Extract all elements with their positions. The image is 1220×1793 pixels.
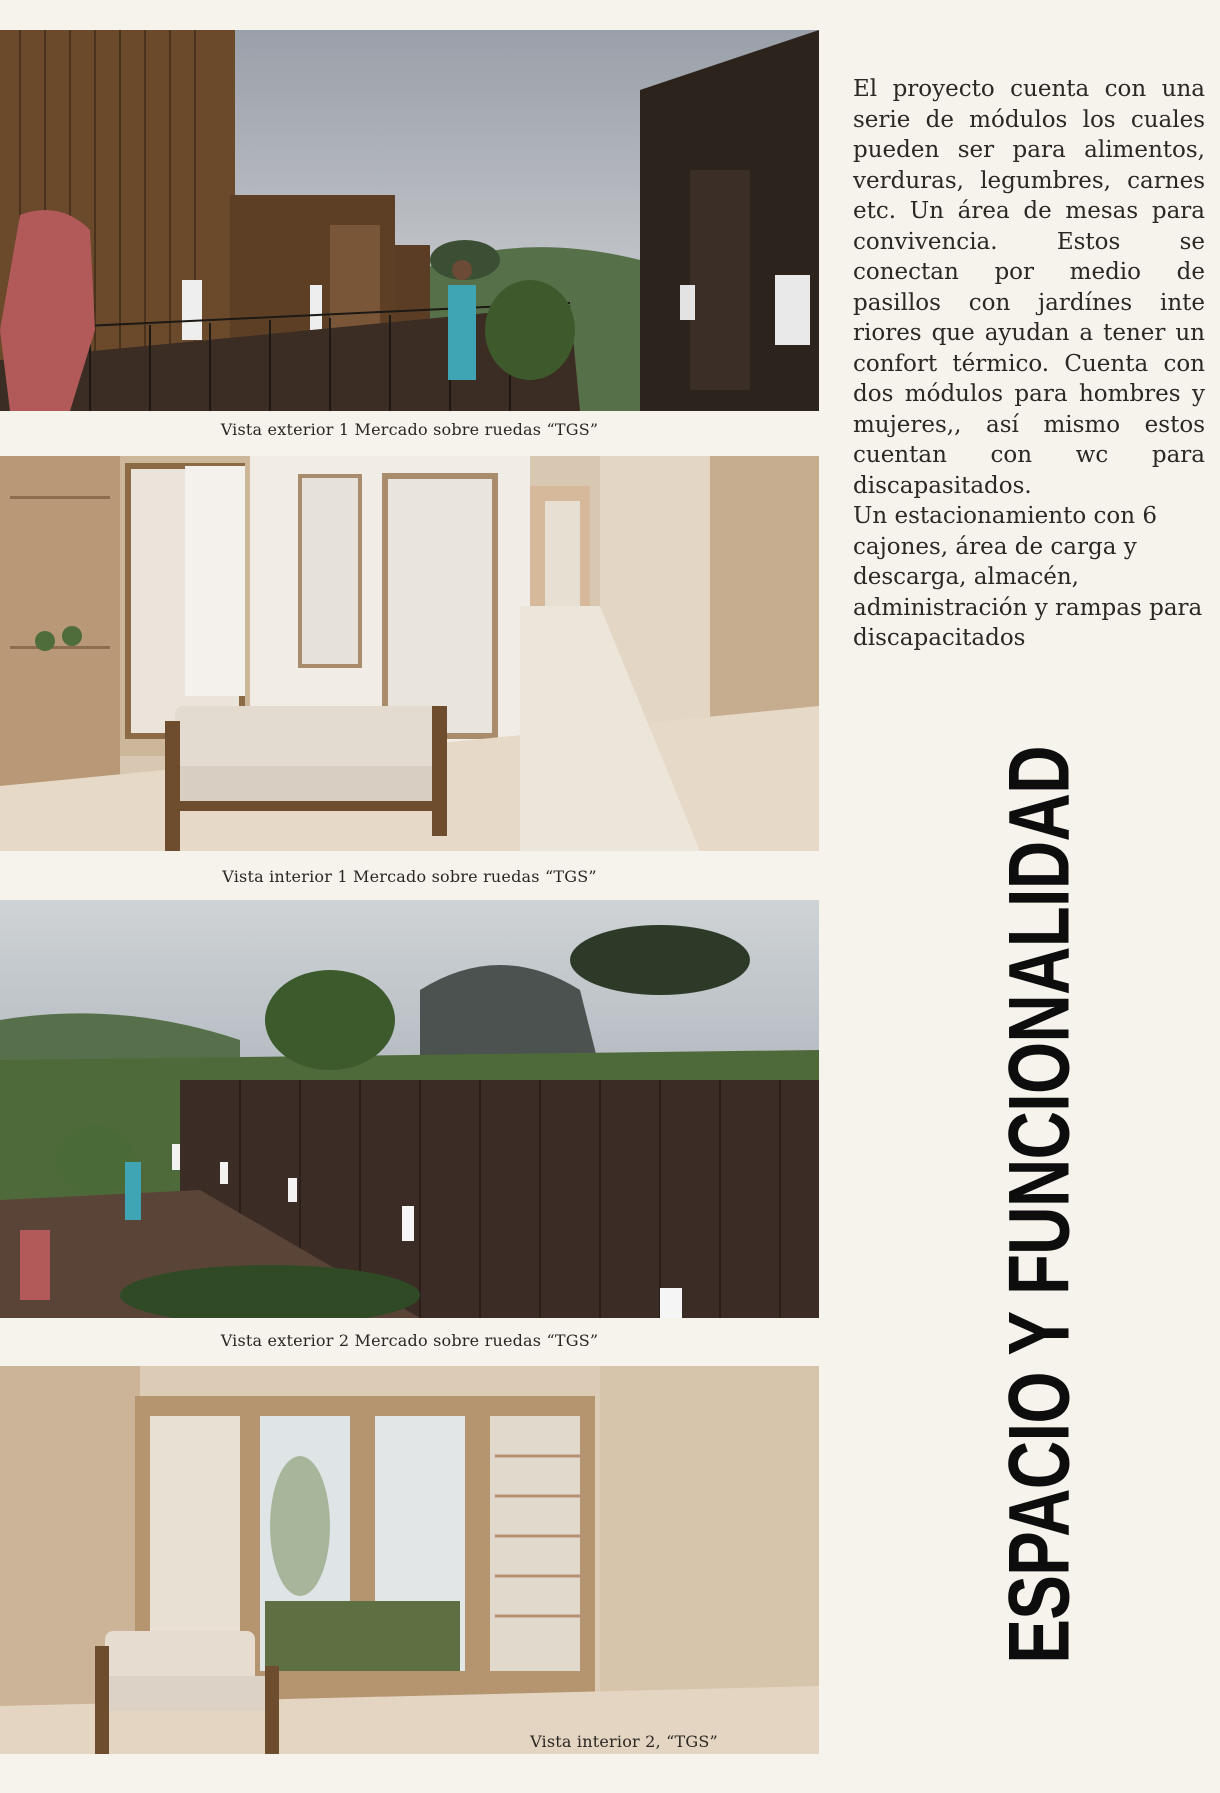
caption-exterior-2: Vista exterior 2 Mercado sobre ruedas “TGS” xyxy=(220,1331,599,1350)
page-title-text: ESPACIO Y FUNCIONALIDAD xyxy=(991,746,1088,1664)
render-exterior-2 xyxy=(0,900,819,1318)
caption-interior-1: Vista interior 1 Mercado sobre ruedas “TGS” xyxy=(222,867,597,886)
page-title xyxy=(991,617,1090,1793)
project-description xyxy=(853,74,1205,654)
render-interior-2 xyxy=(0,1366,819,1754)
description-paragraph: El proyecto cuenta con una serie de módulos los cuales pueden ser para alimentos, verduras, legumbres, carnes etc. Un área de mesas para convivencia. Estos se conectan por medio de pasillos con jardínes inte riores que ayudan a tener un confort térmico. Cuenta con dos módulos para hombres y mujeres,, así mismo estos cuentan con wc para discapasitados. xyxy=(853,76,1205,499)
render-exterior-1 xyxy=(0,30,819,411)
description-paragraph: Un estacionamiento con 6 cajones, área de carga y descarga, almacén, administración y rampas para discapacitados xyxy=(853,503,1203,651)
caption-exterior-1: Vista exterior 1 Mercado sobre ruedas “TGS” xyxy=(220,420,599,439)
render-interior-1 xyxy=(0,456,819,851)
caption-interior-2: Vista interior 2, “TGS” xyxy=(530,1732,718,1751)
